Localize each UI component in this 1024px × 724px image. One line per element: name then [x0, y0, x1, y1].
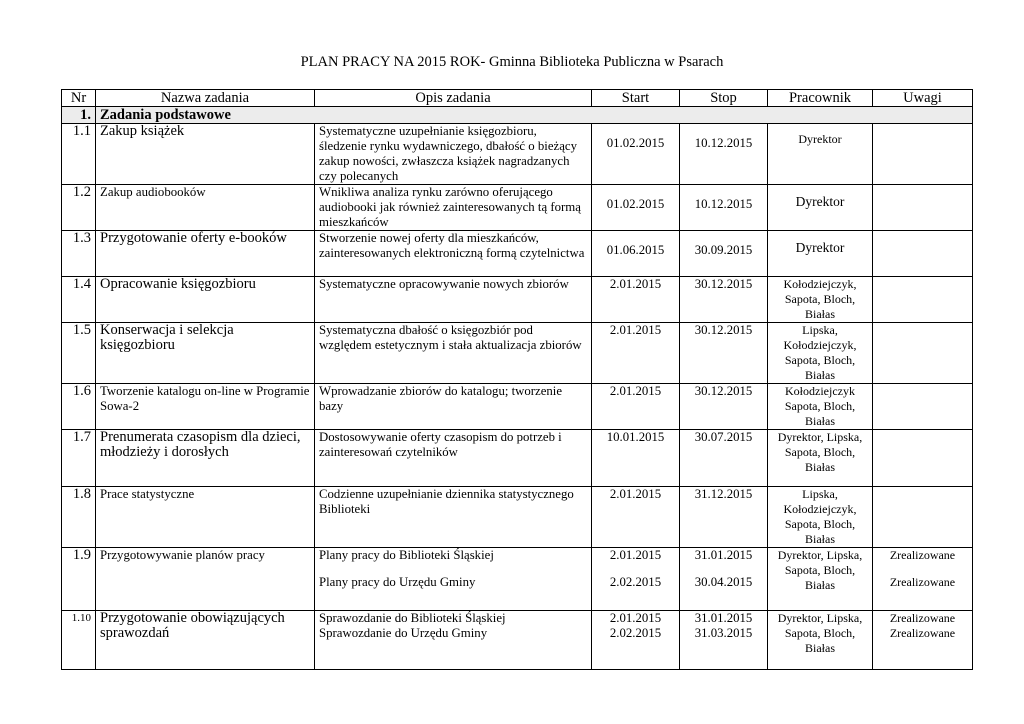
task-start: 01.06.2015: [592, 231, 680, 277]
task-start-1: 2.01.2015: [609, 611, 662, 625]
task-stop: 30.09.2015: [680, 231, 768, 277]
task-name: Przygotowanie oferty e-booków: [96, 231, 315, 277]
table-row: [62, 185, 973, 231]
task-notes: [873, 487, 973, 548]
table-header-row: [62, 90, 973, 107]
row-number: 1.1: [62, 124, 96, 185]
task-start: 01.02.2015: [592, 185, 680, 231]
work-plan-table: [61, 89, 973, 670]
task-stop: [680, 611, 768, 670]
task-name: Przygotowywanie planów pracy: [96, 548, 315, 611]
task-notes: [873, 323, 973, 384]
task-start-1: 2.01.2015: [609, 548, 662, 562]
column-header-notes: Uwagi: [873, 90, 973, 107]
task-stop: 30.07.2015: [680, 430, 768, 487]
task-notes: [873, 124, 973, 185]
column-header-stop: Stop: [680, 90, 768, 107]
task-worker: Dyrektor, Lipska, Sapota, Bloch, Białas: [768, 611, 873, 670]
task-start: 2.01.2015: [592, 323, 680, 384]
task-description: Dostosowywanie oferty czasopism do potrzeb i zainteresowań czytelników: [315, 430, 592, 487]
task-stop: 30.12.2015: [680, 384, 768, 430]
task-stop-1: 31.01.2015: [694, 548, 753, 562]
table-row: [62, 611, 973, 670]
column-header-start: Start: [592, 90, 680, 107]
task-notes: [873, 277, 973, 323]
task-stop: 10.12.2015: [680, 185, 768, 231]
task-notes: [873, 384, 973, 430]
task-description: [315, 611, 592, 670]
task-start: 10.01.2015: [592, 430, 680, 487]
task-worker: Dyrektor: [768, 231, 873, 277]
table-row: [62, 487, 973, 548]
task-name: Zakup audiobooków: [96, 185, 315, 231]
task-description: Wprowadzanie zbiorów do katalogu; tworzenie bazy: [315, 384, 592, 430]
column-header-worker: Pracownik: [768, 90, 873, 107]
table-row: [62, 323, 973, 384]
row-number: 1.4: [62, 277, 96, 323]
table-row: [62, 430, 973, 487]
task-start: [592, 548, 680, 611]
task-stop: 10.12.2015: [680, 124, 768, 185]
table-row: [62, 548, 973, 611]
task-worker: Lipska, Kołodziejczyk, Sapota, Bloch, Białas: [768, 487, 873, 548]
task-start: 2.01.2015: [592, 277, 680, 323]
task-description-line-2: Sprawozdanie do Urzędu Gminy: [319, 626, 488, 640]
task-worker: Kołodziejczyk, Sapota, Bloch, Białas: [768, 277, 873, 323]
task-name: Tworzenie katalogu on-line w Programie Sowa-2: [96, 384, 315, 430]
task-name: Prenumerata czasopism dla dzieci, młodzieży i dorosłych: [96, 430, 315, 487]
row-number: 1.5: [62, 323, 96, 384]
task-stop: [680, 548, 768, 611]
row-number: 1.7: [62, 430, 96, 487]
column-header-nr: Nr: [62, 90, 96, 107]
task-start: 2.01.2015: [592, 487, 680, 548]
task-worker: Dyrektor: [768, 124, 873, 185]
task-worker: Kołodziejczyk Sapota, Bloch, Białas: [768, 384, 873, 430]
row-number: 1.6: [62, 384, 96, 430]
task-worker: Dyrektor, Lipska, Sapota, Bloch, Białas: [768, 430, 873, 487]
table-row: [62, 124, 973, 185]
task-stop: 30.12.2015: [680, 277, 768, 323]
task-stop-2: 31.03.2015: [694, 626, 753, 640]
section-number: 1.: [62, 107, 96, 124]
task-description: Codzienne uzupełnianie dziennika statystycznego Biblioteki: [315, 487, 592, 548]
task-description-line-1: Plany pracy do Biblioteki Śląskiej: [319, 548, 494, 562]
task-notes: [873, 611, 973, 670]
task-notes-1: Zrealizowane: [889, 548, 956, 562]
task-name: Konserwacja i selekcja księgozbioru: [96, 323, 315, 384]
task-start-2: 2.02.2015: [609, 626, 662, 640]
task-name: Prace statystyczne: [96, 487, 315, 548]
task-description-line-2: Plany pracy do Urzędu Gminy: [319, 575, 476, 589]
task-start: [592, 611, 680, 670]
task-start-2: 2.02.2015: [609, 575, 662, 589]
task-notes-2: Zrealizowane: [889, 575, 956, 589]
row-number: 1.8: [62, 487, 96, 548]
task-stop: 30.12.2015: [680, 323, 768, 384]
column-header-name: Nazwa zadania: [96, 90, 315, 107]
task-name: Zakup książek: [96, 124, 315, 185]
task-notes: [873, 430, 973, 487]
task-description: Systematyczne uzupełnianie księgozbioru, śledzenie rynku wydawniczego, dbałość o bieżący zakup nowości, zwłaszcza książek nagradzanych czy polecanych: [315, 124, 592, 185]
task-start: 01.02.2015: [592, 124, 680, 185]
task-description: Wnikliwa analiza rynku zarówno oferującego audiobooki jak również zainteresowanych tą formą mieszkańców: [315, 185, 592, 231]
task-stop: 31.12.2015: [680, 487, 768, 548]
column-header-description: Opis zadania: [315, 90, 592, 107]
task-start: 2.01.2015: [592, 384, 680, 430]
task-description: Stworzenie nowej oferty dla mieszkańców, zainteresowanych elektroniczną formą czytelnictwa: [315, 231, 592, 277]
task-notes-2: Zrealizowane: [889, 626, 956, 640]
task-notes: [873, 185, 973, 231]
task-worker: Dyrektor, Lipska, Sapota, Bloch, Białas: [768, 548, 873, 611]
row-number: 1.2: [62, 185, 96, 231]
task-notes: [873, 548, 973, 611]
task-worker: Dyrektor: [768, 185, 873, 231]
table-row: [62, 231, 973, 277]
task-description-line-1: Sprawozdanie do Biblioteki Śląskiej: [319, 611, 506, 625]
table-row: [62, 384, 973, 430]
task-notes-1: Zrealizowane: [889, 611, 956, 625]
task-stop-1: 31.01.2015: [694, 611, 753, 625]
row-number: 1.3: [62, 231, 96, 277]
row-number: 1.10: [62, 611, 96, 670]
table-row: [62, 277, 973, 323]
task-name: Przygotowanie obowiązujących sprawozdań: [96, 611, 315, 670]
task-description: Systematyczne opracowywanie nowych zbiorów: [315, 277, 592, 323]
section-title: Zadania podstawowe: [96, 107, 973, 124]
task-stop-2: 30.04.2015: [694, 575, 753, 589]
document-title: PLAN PRACY NA 2015 ROK- Gminna Biblioteka Publiczna w Psarach: [300, 54, 724, 70]
row-number: 1.9: [62, 548, 96, 611]
task-notes: [873, 231, 973, 277]
task-description: [315, 548, 592, 611]
task-name: Opracowanie księgozbioru: [96, 277, 315, 323]
task-worker: Lipska, Kołodziejczyk, Sapota, Bloch, Białas: [768, 323, 873, 384]
task-description: Systematyczna dbałość o księgozbiór pod względem estetycznym i stała aktualizacja zbiorów: [315, 323, 592, 384]
section-row: [62, 107, 973, 124]
